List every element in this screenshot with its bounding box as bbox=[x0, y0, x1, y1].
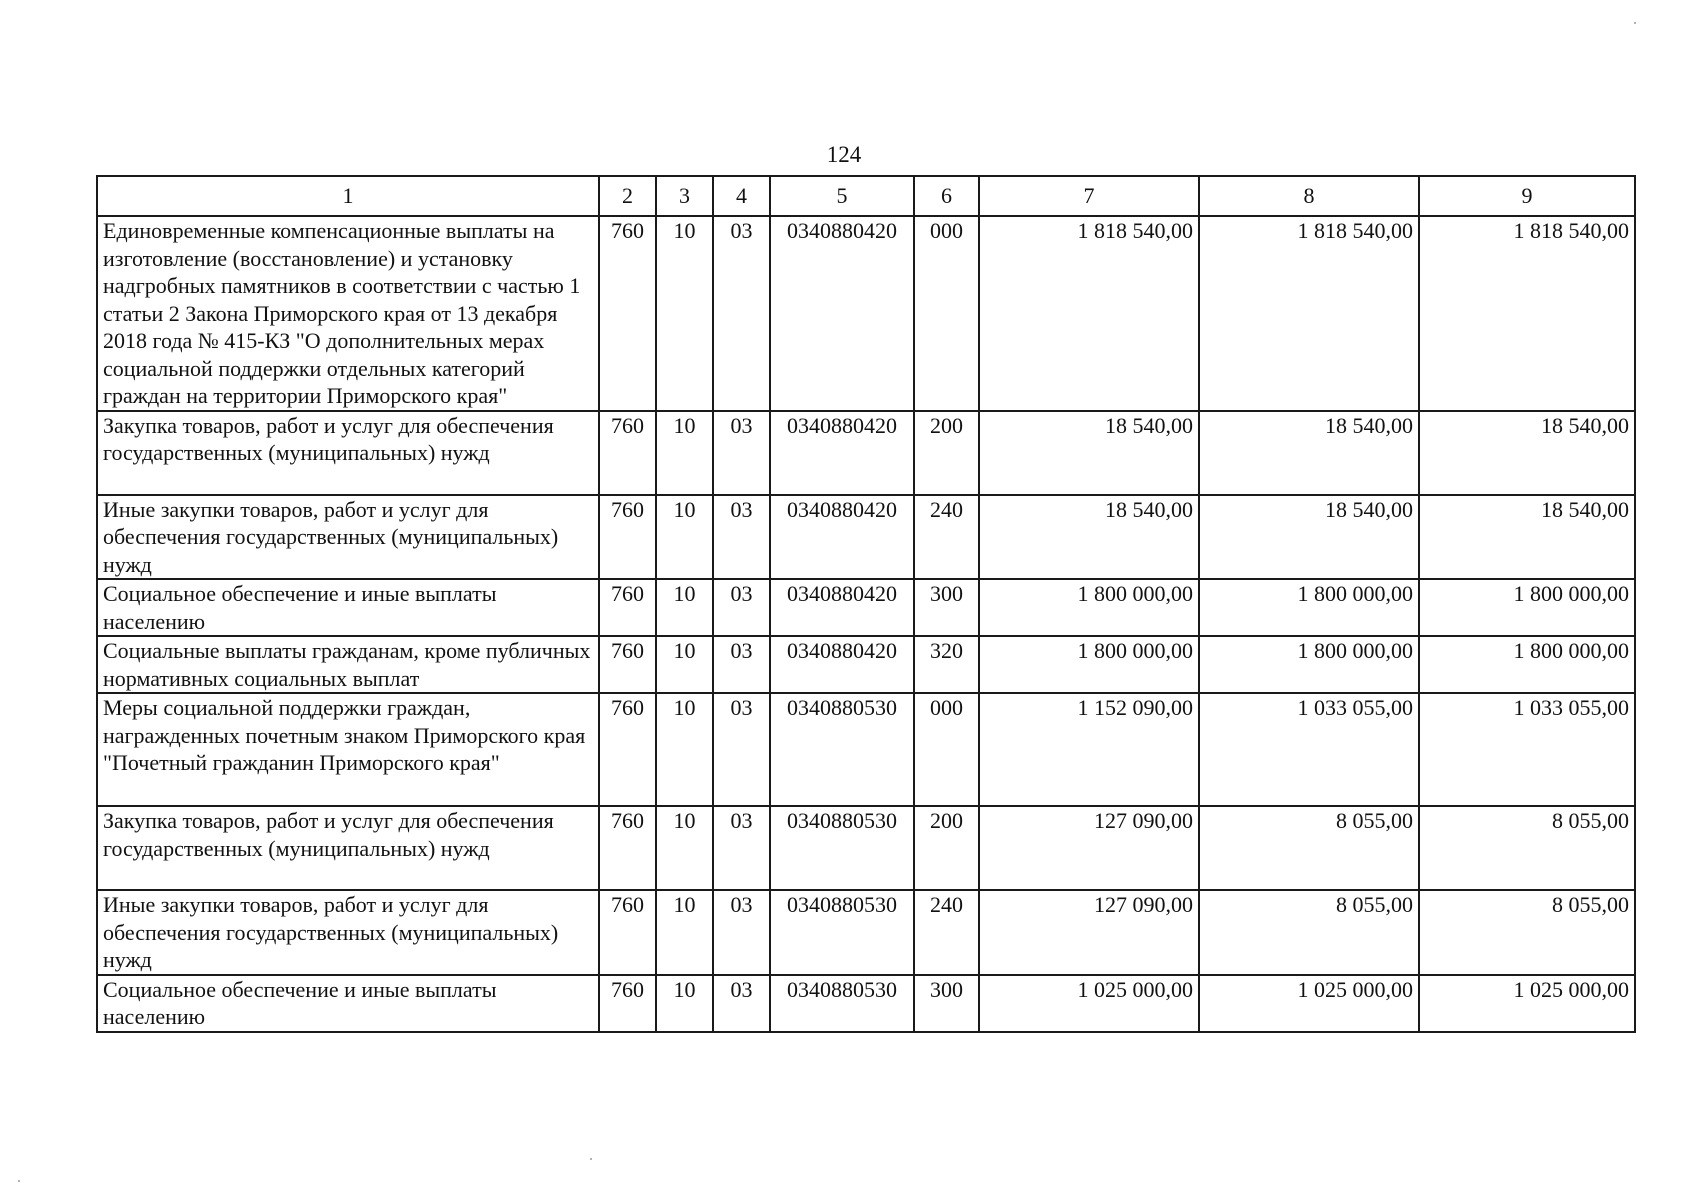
expense-type-code: 000 bbox=[914, 216, 979, 411]
amount-col-8: 1 025 000,00 bbox=[1199, 975, 1419, 1032]
subsection-code: 03 bbox=[713, 975, 770, 1032]
row-name: Единовременные компенсационные выплаты на изготовление (восстановление) и установку надгробных памятников в соответствии с частью 1 статьи 2 Закона Приморского края от 13 декабря 2018 года № 415-КЗ "О дополнительных мерах социальной поддержки отдельных категорий граждан на территории Приморского края" bbox=[97, 216, 599, 411]
amount-col-9: 8 055,00 bbox=[1419, 890, 1635, 975]
target-article-code: 0340880530 bbox=[770, 890, 914, 975]
expense-type-code: 300 bbox=[914, 975, 979, 1032]
target-article-code: 0340880530 bbox=[770, 806, 914, 890]
target-article-code: 0340880420 bbox=[770, 579, 914, 636]
target-article-code: 0340880420 bbox=[770, 636, 914, 693]
table-row bbox=[97, 806, 1635, 890]
expense-type-code: 300 bbox=[914, 579, 979, 636]
amount-col-9: 1 033 055,00 bbox=[1419, 693, 1635, 806]
ministry-code: 760 bbox=[599, 411, 656, 495]
amount-col-7: 1 025 000,00 bbox=[979, 975, 1199, 1032]
table-row bbox=[97, 495, 1635, 580]
table-row bbox=[97, 636, 1635, 693]
amount-col-8: 18 540,00 bbox=[1199, 411, 1419, 495]
column-number: 1 bbox=[97, 176, 599, 216]
subsection-code: 03 bbox=[713, 495, 770, 580]
page-number: 124 bbox=[826, 142, 862, 167]
amount-col-8: 8 055,00 bbox=[1199, 890, 1419, 975]
section-code: 10 bbox=[656, 579, 713, 636]
amount-col-7: 1 800 000,00 bbox=[979, 579, 1199, 636]
subsection-code: 03 bbox=[713, 806, 770, 890]
table-row bbox=[97, 890, 1635, 975]
expense-type-code: 320 bbox=[914, 636, 979, 693]
amount-col-7: 127 090,00 bbox=[979, 806, 1199, 890]
row-name: Закупка товаров, работ и услуг для обеспечения государственных (муниципальных) нужд bbox=[97, 411, 599, 495]
ministry-code: 760 bbox=[599, 579, 656, 636]
amount-col-8: 18 540,00 bbox=[1199, 495, 1419, 580]
amount-col-9: 1 025 000,00 bbox=[1419, 975, 1635, 1032]
subsection-code: 03 bbox=[713, 693, 770, 806]
row-name: Меры социальной поддержки граждан, награжденных почетным знаком Приморского края "Почетный гражданин Приморского края" bbox=[97, 693, 599, 806]
column-number: 5 bbox=[770, 176, 914, 216]
table-row bbox=[97, 579, 1635, 636]
column-number: 3 bbox=[656, 176, 713, 216]
amount-col-9: 1 818 540,00 bbox=[1419, 216, 1635, 411]
target-article-code: 0340880420 bbox=[770, 411, 914, 495]
expense-type-code: 000 bbox=[914, 693, 979, 806]
expense-type-code: 240 bbox=[914, 495, 979, 580]
section-code: 10 bbox=[656, 975, 713, 1032]
row-name: Иные закупки товаров, работ и услуг для обеспечения государственных (муниципальных) нужд bbox=[97, 890, 599, 975]
target-article-code: 0340880530 bbox=[770, 693, 914, 806]
ministry-code: 760 bbox=[599, 636, 656, 693]
amount-col-7: 18 540,00 bbox=[979, 495, 1199, 580]
section-code: 10 bbox=[656, 636, 713, 693]
column-number: 7 bbox=[979, 176, 1199, 216]
table-row bbox=[97, 411, 1635, 495]
budget-table bbox=[96, 175, 1636, 1033]
row-name: Социальное обеспечение и иные выплаты населению bbox=[97, 579, 599, 636]
ministry-code: 760 bbox=[599, 693, 656, 806]
expense-type-code: 240 bbox=[914, 890, 979, 975]
section-code: 10 bbox=[656, 495, 713, 580]
ministry-code: 760 bbox=[599, 216, 656, 411]
column-number-row bbox=[97, 176, 1635, 216]
ministry-code: 760 bbox=[599, 975, 656, 1032]
subsection-code: 03 bbox=[713, 636, 770, 693]
amount-col-9: 1 800 000,00 bbox=[1419, 579, 1635, 636]
amount-col-8: 1 800 000,00 bbox=[1199, 636, 1419, 693]
amount-col-7: 127 090,00 bbox=[979, 890, 1199, 975]
amount-col-7: 1 818 540,00 bbox=[979, 216, 1199, 411]
amount-col-8: 1 818 540,00 bbox=[1199, 216, 1419, 411]
amount-col-9: 18 540,00 bbox=[1419, 411, 1635, 495]
section-code: 10 bbox=[656, 216, 713, 411]
column-number: 9 bbox=[1419, 176, 1635, 216]
section-code: 10 bbox=[656, 890, 713, 975]
column-number: 2 bbox=[599, 176, 656, 216]
amount-col-9: 8 055,00 bbox=[1419, 806, 1635, 890]
column-number: 4 bbox=[713, 176, 770, 216]
target-article-code: 0340880420 bbox=[770, 216, 914, 411]
amount-col-8: 8 055,00 bbox=[1199, 806, 1419, 890]
section-code: 10 bbox=[656, 693, 713, 806]
amount-col-7: 1 152 090,00 bbox=[979, 693, 1199, 806]
target-article-code: 0340880530 bbox=[770, 975, 914, 1032]
expense-type-code: 200 bbox=[914, 806, 979, 890]
table-row bbox=[97, 975, 1635, 1032]
scan-speck bbox=[1634, 22, 1636, 24]
row-name: Закупка товаров, работ и услуг для обеспечения государственных (муниципальных) нужд bbox=[97, 806, 599, 890]
ministry-code: 760 bbox=[599, 806, 656, 890]
ministry-code: 760 bbox=[599, 495, 656, 580]
section-code: 10 bbox=[656, 806, 713, 890]
amount-col-7: 18 540,00 bbox=[979, 411, 1199, 495]
scan-speck bbox=[590, 1158, 592, 1160]
section-code: 10 bbox=[656, 411, 713, 495]
subsection-code: 03 bbox=[713, 890, 770, 975]
amount-col-8: 1 800 000,00 bbox=[1199, 579, 1419, 636]
expense-type-code: 200 bbox=[914, 411, 979, 495]
amount-col-8: 1 033 055,00 bbox=[1199, 693, 1419, 806]
ministry-code: 760 bbox=[599, 890, 656, 975]
row-name: Социальные выплаты гражданам, кроме публичных нормативных социальных выплат bbox=[97, 636, 599, 693]
row-name: Иные закупки товаров, работ и услуг для обеспечения государственных (муниципальных) нужд bbox=[97, 495, 599, 580]
table-row bbox=[97, 216, 1635, 411]
column-number: 8 bbox=[1199, 176, 1419, 216]
subsection-code: 03 bbox=[713, 411, 770, 495]
amount-col-9: 18 540,00 bbox=[1419, 495, 1635, 580]
subsection-code: 03 bbox=[713, 216, 770, 411]
amount-col-9: 1 800 000,00 bbox=[1419, 636, 1635, 693]
column-number: 6 bbox=[914, 176, 979, 216]
amount-col-7: 1 800 000,00 bbox=[979, 636, 1199, 693]
target-article-code: 0340880420 bbox=[770, 495, 914, 580]
table-row bbox=[97, 693, 1635, 806]
scan-speck bbox=[18, 1180, 20, 1182]
row-name: Социальное обеспечение и иные выплаты населению bbox=[97, 975, 599, 1032]
subsection-code: 03 bbox=[713, 579, 770, 636]
